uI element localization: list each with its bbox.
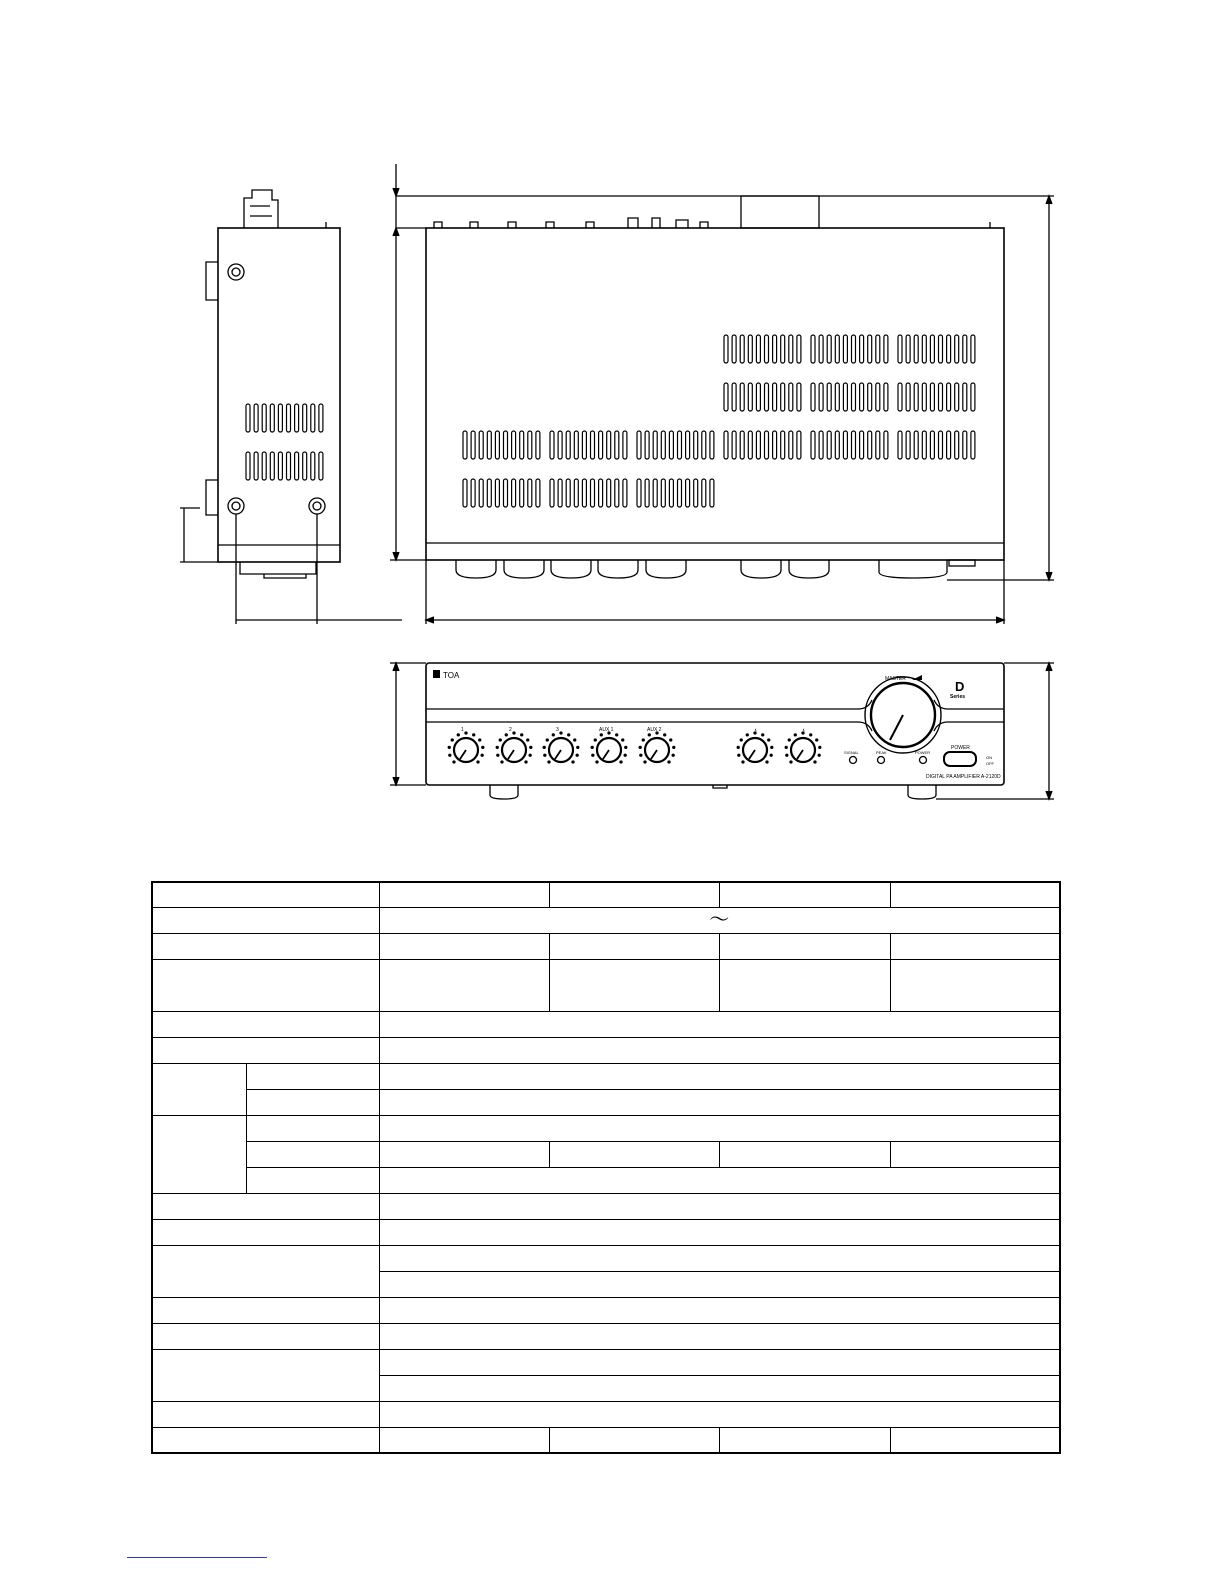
- screw-icon: [309, 498, 325, 514]
- knob-label-3: 3: [556, 727, 559, 733]
- indicator-label-power: POWER: [915, 750, 931, 755]
- side-vent-grille: [246, 404, 323, 480]
- table-row: [152, 959, 1060, 1011]
- front-knob-row: [448, 732, 821, 763]
- table-row: [152, 1115, 1060, 1141]
- knob-label-2: 2: [509, 727, 512, 733]
- screw-icon: [228, 498, 244, 514]
- power-off-label: OFF: [986, 761, 994, 766]
- table-row: [152, 1011, 1060, 1037]
- series-badge-letter: D: [955, 679, 965, 694]
- table-row: [152, 1349, 1060, 1375]
- top-vent-grille: [463, 335, 975, 507]
- knob-label-aux1: AUX 1: [599, 727, 614, 733]
- table-row: [152, 1193, 1060, 1219]
- brand-logo: TOA: [443, 671, 460, 680]
- table-row: [152, 1323, 1060, 1349]
- table-row: [152, 1401, 1060, 1427]
- table-row: [152, 1063, 1060, 1089]
- top-view: [390, 164, 1054, 624]
- model-text: DIGITAL PA AMPLIFIER A-2120D: [926, 774, 1001, 780]
- footer-link-rule: [127, 1557, 267, 1558]
- indicator-label-peak: PEAK: [876, 750, 887, 755]
- table-row: [152, 1219, 1060, 1245]
- series-badge-word: Series: [950, 694, 966, 700]
- tone-label-treble: ♪: [801, 726, 805, 735]
- table-row: [152, 1297, 1060, 1323]
- power-source-symbol: 〜: [379, 907, 1060, 933]
- table-row: [152, 1427, 1060, 1453]
- indicator-label-signal: SIGNAL: [844, 750, 859, 755]
- table-row: [152, 933, 1060, 959]
- tone-label-bass: ♪: [753, 726, 757, 735]
- table-row: [152, 1245, 1060, 1271]
- screw-icon: [228, 264, 244, 280]
- table-row: [152, 907, 1060, 933]
- power-on-label: ON: [986, 755, 992, 760]
- knob-label-1: 1: [461, 727, 464, 733]
- spec-table: [151, 881, 1061, 1454]
- table-row: [152, 1089, 1060, 1115]
- knob-label-aux2: AUX 2: [647, 727, 662, 733]
- power-switch[interactable]: [944, 752, 976, 766]
- table-row: [152, 1037, 1060, 1063]
- table-row: [152, 882, 1060, 907]
- volume-ramp-icon: [912, 675, 922, 680]
- power-label: POWER: [951, 745, 970, 751]
- master-label: MASTER: [885, 676, 906, 682]
- table-row: [152, 1141, 1060, 1167]
- side-view: [180, 190, 402, 624]
- toa-logo-icon: [433, 670, 440, 678]
- table-row: [152, 1167, 1060, 1193]
